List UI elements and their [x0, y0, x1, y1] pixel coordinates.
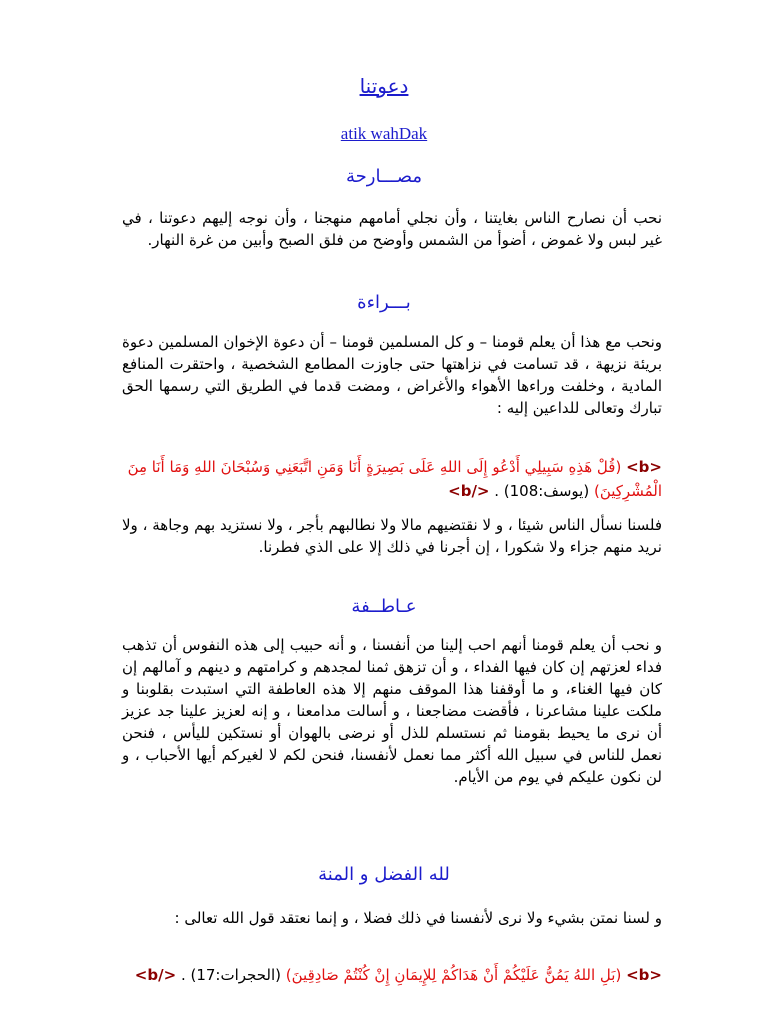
section-heading-affection: عـاطــفة [351, 596, 417, 617]
section-paragraph-after-verse: فلسنا نسأل الناس شيئا ، و لا نقتضيهم مالا ولا نطالبهم بأجر ، ولا نستزيد بهم وجاهة ، ولا نريد منهم جزاء ولا شكورا ، إن أجرنا في ذلك إلا على الذي فطرنا. [122, 516, 662, 556]
quran-verse-hujurat [122, 963, 662, 987]
section-paragraph-grace: و لسنا نمتن بشيء ولا نرى لأنفسنا في ذلك فضلا ، و إنما نعتقد قول الله تعالى : [174, 909, 662, 927]
section-heading-innocence: بـــراءة [357, 292, 411, 313]
section-paragraph-candor: نحب أن نصارح الناس بغايتنا ، وأن نجلي أمامهم منهجنا ، وأن نوجه إليهم دعوتنا ، في غير لبس ولا غموض ، أضوأ من الشمس وأوضح من فلق الصبح وأبين من غرة النهار. [122, 209, 662, 249]
section-heading-grace: لله الفضل و المنة [318, 864, 450, 885]
author-link[interactable]: atik wahDak [340, 124, 428, 143]
verse-reference: (الحجرات:17) . [176, 966, 286, 984]
quran-verse-yusuf [122, 455, 662, 503]
verse-open-tag: <b> [626, 458, 662, 476]
section-heading-candor: مصـــارحة [345, 166, 423, 187]
verse-close-tag: </b> [448, 482, 490, 500]
verse-text: (بَلِ اللهُ يَمُنُّ عَلَيْكُمْ أَنْ هَدَاكُمْ لِلإِيمَانِ إِنْ كُنْتُمْ صَادِقِينَ) [285, 966, 622, 984]
section-paragraph-affection: و نحب أن يعلم قومنا أنهم احب إلينا من أنفسنا ، و أنه حبيب إلى هذه النفوس أن تذهب فداء لعزتهم إن كان فيها الفداء ، و أن تزهق ثمنا لمجدهم و كرامتهم و دينهم و آمالهم إن كان فيها الغناء، و ما أوقفنا هذا الموقف منهم إلا هذه العاطفة التي استبدت بقلوبنا و ملكت علينا مشاعرنا ، فأقضت مضاجعنا ، و أسالت مدامعنا ، و إنه لعزيز علينا جد عزيز أن نرى ما يحيط بقومنا ثم نستسلم للذل أو نرضى بالهوان أو نستكين لليأس ، فنحن نعمل للناس في سبيل الله أكثر مما نعمل لأنفسنا، فنحن لكم لا لغيركم أيها الأحباب ، و لن نكون عليكم في يوم من الأيام. [122, 636, 662, 786]
verse-text: (قُلْ هَذِهِ سَبِيلِي أَدْعُو إِلَى اللهِ عَلَى بَصِيرَةٍ أَنَا وَمَنِ اتَّبَعَنِي وَسُبْحَانَ اللهِ وَمَا أَنَا مِنَ الْمُشْرِكِينَ) [127, 458, 662, 500]
verse-close-tag: </b> [134, 966, 177, 984]
document-title-link[interactable]: دعوتنا [359, 74, 409, 98]
verse-reference: (يوسف:108) . [489, 482, 594, 500]
section-paragraph-innocence: ونحب مع هذا أن يعلم قومنا – و كل المسلمين قومنا – أن دعوة الإخوان المسلمين دعوة بريئة نزيهة ، قد تسامت في نزاهتها حتى جاوزت المطامع الشخصية ، واحتقرت المنافع المادية ، وخلفت وراءها الأهواء والأغراض ، ومضت قدما في الطريق التي رسمها الحق تبارك وتعالى للداعين إليه : [122, 333, 662, 417]
verse-open-tag: <b> [626, 966, 662, 984]
